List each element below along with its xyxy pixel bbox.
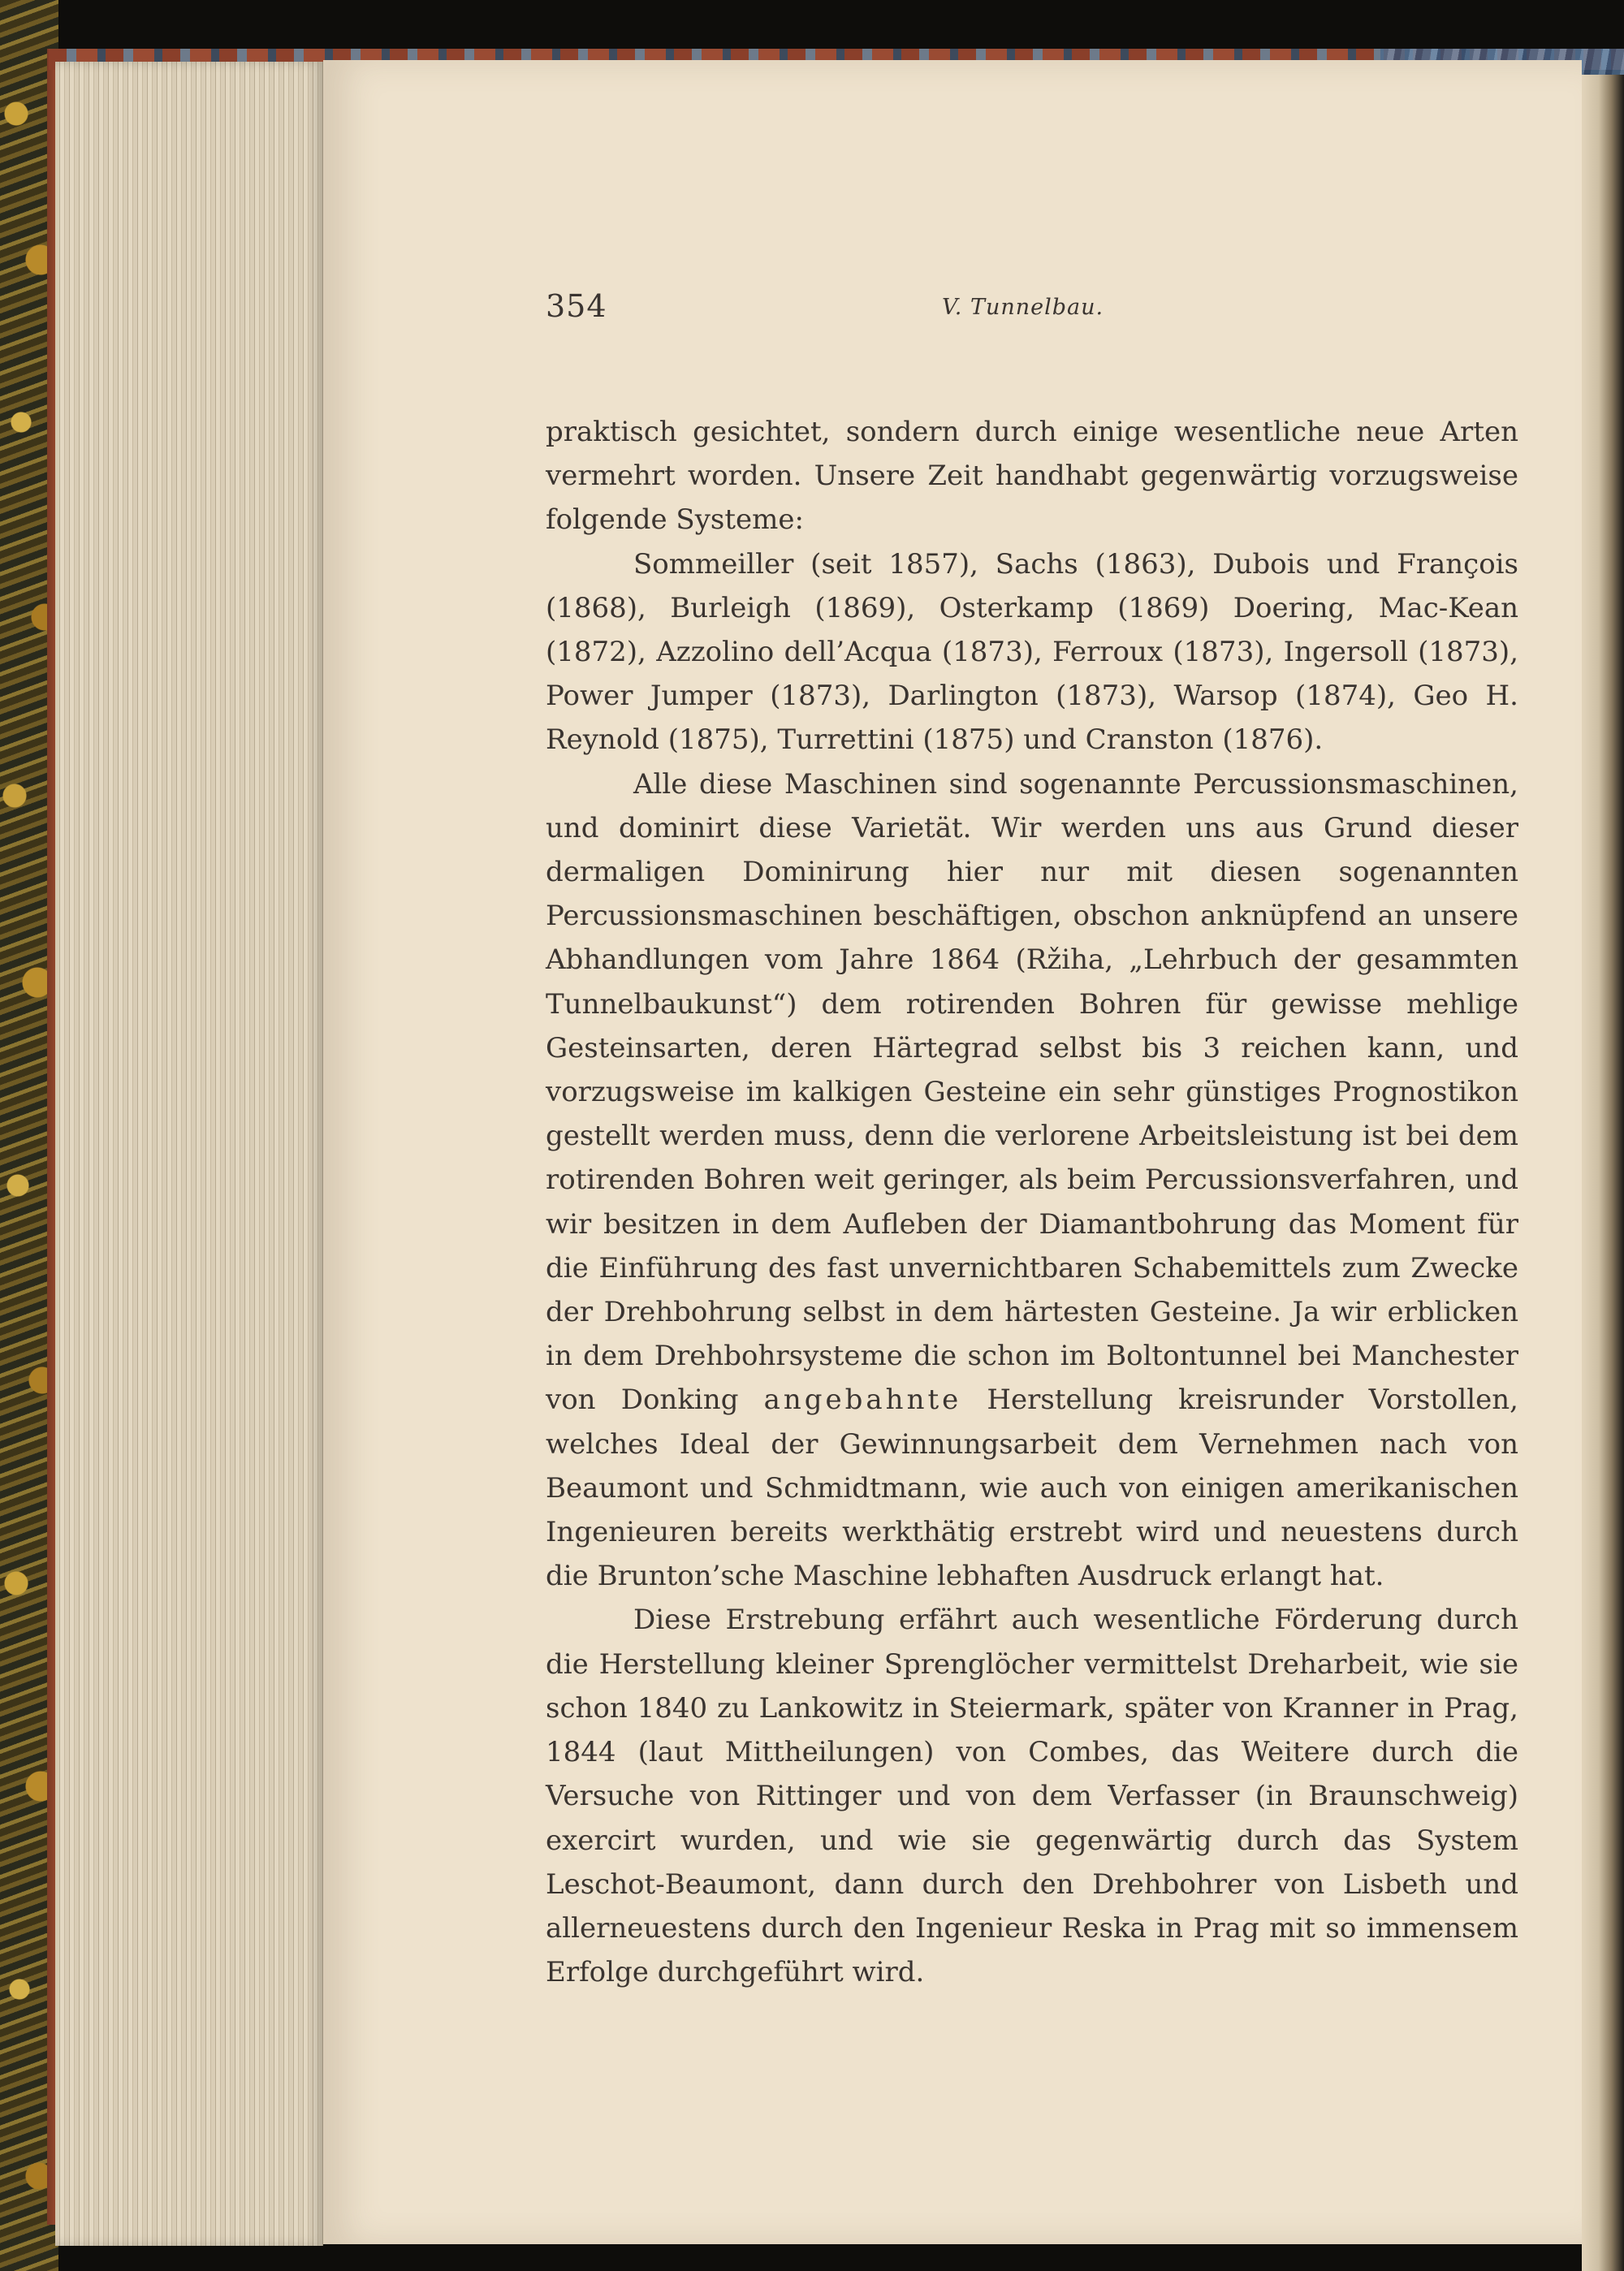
- paragraph-3: [546, 762, 1518, 1599]
- running-title: V. Tunnelbau.: [942, 295, 1104, 320]
- page-header: [546, 288, 1518, 410]
- paragraph-1: praktisch gesichtet, sondern durch einige wesentliche neue Arten vermehrt worden. Unsere Zeit handhabt gegenwärtig vorzugsweise folgende Systeme:: [546, 416, 1518, 537]
- paragraph-3-text-before: Alle diese Maschinen sind sogenannte Percussionsmaschinen, und dominirt diese Varietät. Wir werden uns aus Grund dieser dermaligen Dominirung hier nur mit diesen sogenannten Percussionsmaschinen beschäftigen, obschon anknüpfend an unsere Abhandlungen vom Jahre 1864 (Ržiha, „Lehrbuch der gesammten Tunnelbaukunst“) dem rotirenden Bohren für gewisse mehlige Gesteinsarten, deren Härtegrad selbst bis 3 reichen kann, und vorzugsweise im kalkigen Gesteine ein sehr günstiges Prognostikon gestellt werden muss, denn die verlorene Arbeitsleistung ist bei dem rotirenden Bohren weit geringer, als beim Percussionsverfahren, und wir besitzen in dem Aufleben der Diamantbohrung das Moment für die Einführung des fast unvernichtbaren Schabemittels zum Zwecke der Drehbohrung selbst in dem härtesten Gesteine. Ja wir erblicken in dem Drehbohrsysteme die schon im Boltontunnel bei Manchester von Donking: [546, 767, 1518, 1417]
- paragraph-4: Diese Erstrebung erfährt auch wesentliche Förderung durch die Herstellung kleiner Sprenglöcher vermittelst Dreharbeit, wie sie schon 1840 zu Lankowitz in Steiermark, später von Kranner in Prag, 1844 (laut Mittheilungen) von Combes, das Weitere durch die Versuche von Rittinger und von dem Verfasser (in Braunschweig) exercirt wurden, und wie sie gegenwärtig durch das System Leschot-Beaumont, dann durch den Drehbohrer von Lisbeth und allerneuestens durch den Ingenieur Reska in Prag mit so immensem Erfolge durchgeführt wird.: [546, 1604, 1518, 1989]
- paragraph-3-text-after: Herstellung kreisrunder Vorstollen, welches Ideal der Gewinnungsarbeit dem Vernehmen nach von Beaumont und Schmidtmann, wie auch von einigen amerikanischen Ingenieuren bereits werkthätig erstrebt wird und neuestens durch die Brunton’sche Maschine lebhaften Ausdruck erlangt hat.: [546, 1384, 1518, 1593]
- page-stack-edges: [55, 62, 323, 2246]
- page-right-edge: [1582, 75, 1624, 2271]
- emphasized-word: angebahnte: [763, 1384, 962, 1417]
- paragraph-2: Sommeiller (seit 1857), Sachs (1863), Dubois und François (1868), Burleigh (1869), Osterkamp (1869) Doering, Mac-Kean (1872), Azzolino dell’Acqua (1873), Ferroux (1873), Ingersoll (1873), Power Jumper (1873), Darlington (1873), Warsop (1874), Geo H. Reynold (1875), Turrettini (1875) und Cranston (1876).: [546, 547, 1518, 757]
- page-number: 354: [546, 288, 607, 324]
- page-text: [546, 288, 1518, 1994]
